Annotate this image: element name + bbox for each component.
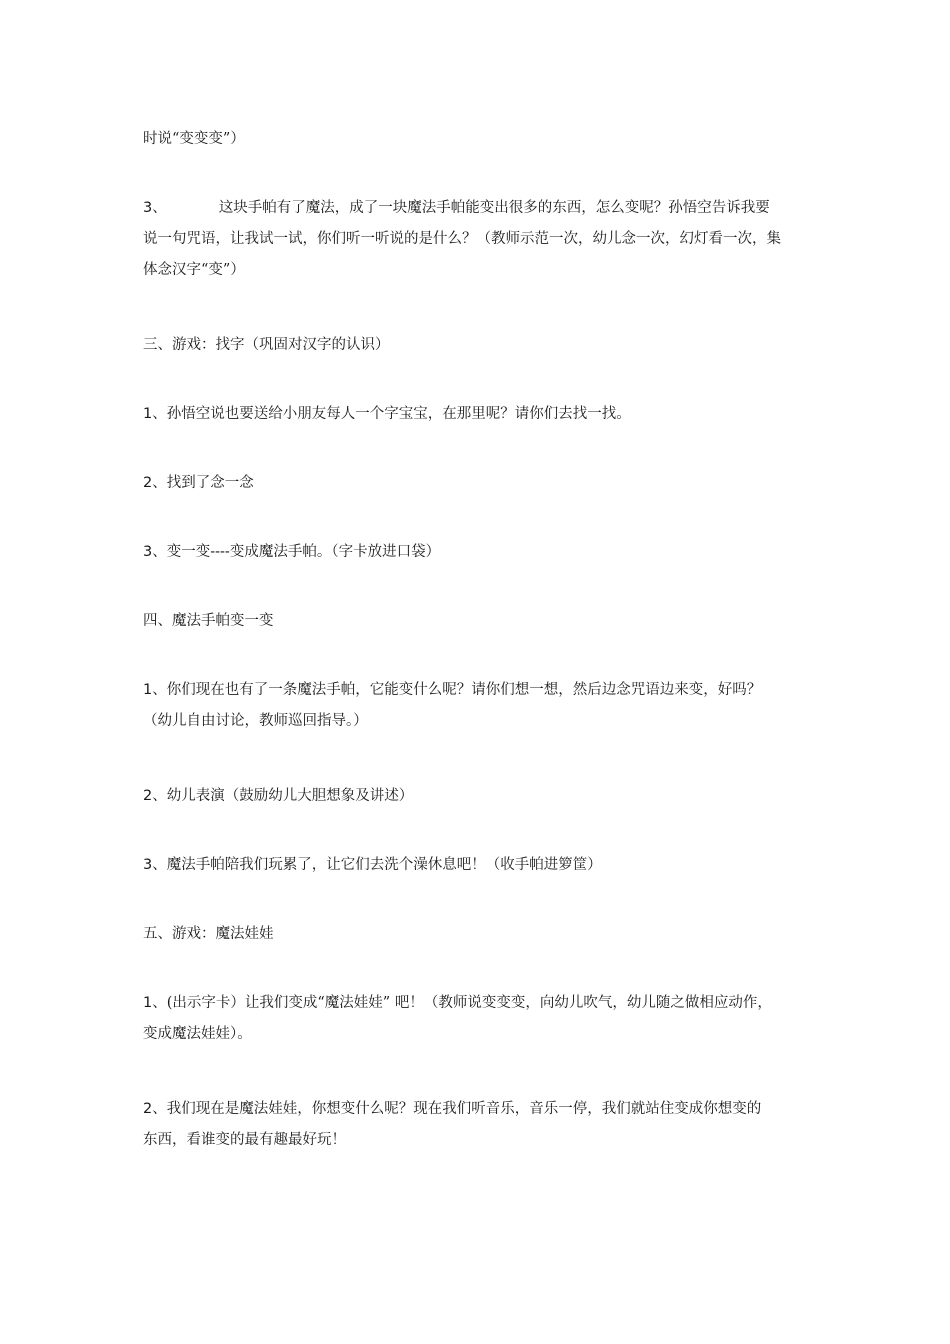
text-line: 、孙悟空说也要送给小朋友每人一个字宝宝，在那里呢？请你们去找一找。 [152,406,631,422]
paragraph-step-3-magic-handkerchief [143,193,815,286]
section-heading-4 [143,606,815,637]
text-line: 、魔法手帕陪我们玩累了，让它们去洗个澡休息吧！（收手帕进箩筐） [152,857,602,873]
text-line: （幼儿自由讨论，教师巡回指导。） [143,713,368,729]
step-number: 3、 [143,200,167,216]
text-line: 体念汉字“变”） [143,262,245,278]
step-number: 1 [143,682,153,698]
text-line: 时说“变变变”） [143,131,245,147]
step-number: 3 [143,544,153,560]
list-item [143,537,815,568]
text-line: 四、魔法手帕变一变 [143,613,274,629]
list-item [143,850,815,881]
list-item [143,1094,815,1156]
list-item [143,781,815,812]
step-number: 2 [143,1101,153,1117]
list-item [143,468,815,499]
text-line: 、(出示字卡）让我们变成“魔法娃娃” 吧！（教师说变变变，向幼儿吹气，幼儿随之做相应动作， [152,995,772,1011]
text-line: 变成魔法娃娃）。 [143,1026,252,1042]
text-line: 、找到了念一念 [152,475,254,491]
step-number: 3 [143,857,153,873]
list-item [143,988,815,1050]
step-number: 2 [143,788,153,804]
list-item [143,399,815,430]
section-heading-3 [143,330,815,361]
text-line: 、你们现在也有了一条魔法手帕，它能变什么呢？请你们想一想，然后边念咒语边来变，好吗？ [152,682,762,698]
list-item [143,675,815,737]
text-line: 东西，看谁变的最有趣最好玩！ [143,1132,346,1148]
section-heading-5 [143,919,815,950]
text-line: 这块手帕有了魔法，成了一块魔法手帕能变出很多的东西，怎么变呢？孙悟空告诉我要 [218,200,770,216]
paragraph-continuation [143,124,815,155]
text-line: 五、游戏：魔法娃娃 [143,926,274,942]
text-line: 、变一变----变成魔法手帕。（字卡放进口袋） [152,544,441,560]
step-number: 2 [143,475,153,491]
text-line: 说一句咒语，让我试一试，你们听一听说的是什么？（教师示范一次，幼儿念一次，幻灯看一次，集 [143,231,781,247]
text-line: 、我们现在是魔法娃娃，你想变什么呢？现在我们听音乐，音乐一停，我们就站住变成你想变的 [152,1101,762,1117]
step-number: 1 [143,995,153,1011]
text-line: 三、游戏：找字（巩固对汉字的认识） [143,337,390,353]
step-number: 1 [143,406,153,422]
text-line: 、幼儿表演（鼓励幼儿大胆想象及讲述） [152,788,414,804]
